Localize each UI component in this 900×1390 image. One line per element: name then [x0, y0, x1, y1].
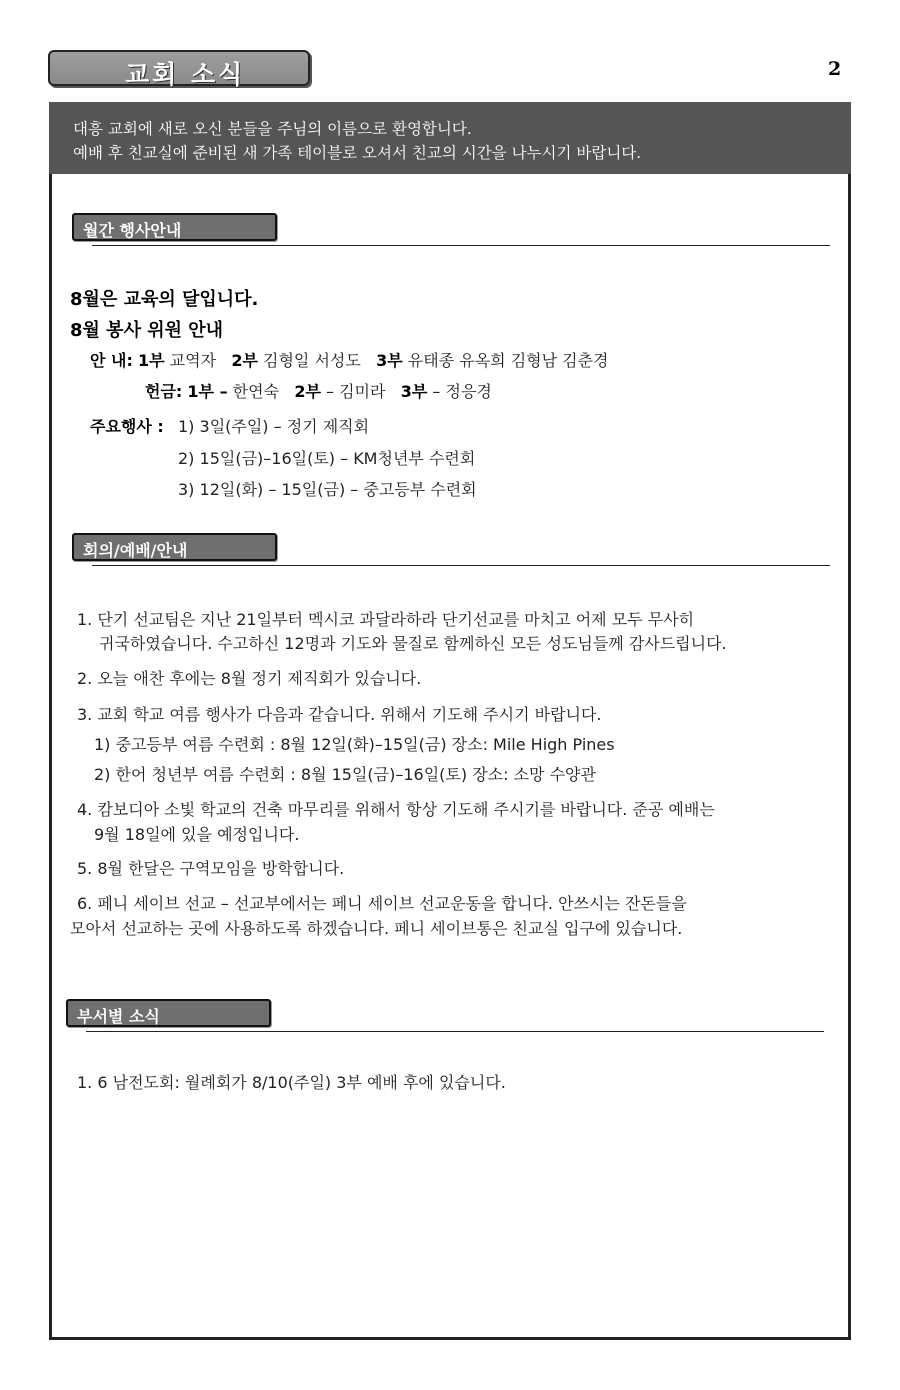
notice-line: 2) 한어 청년부 여름 수련회 : 8월 15일(금)–16일(토) 장소: 소망 수양관	[94, 765, 596, 784]
notice-line: 6. 페니 세이브 선교 – 선교부에서는 페니 세이브 선교운동을 합니다. 안쓰시는 잔돈들을	[77, 894, 687, 913]
servers-title: 8월 봉사 위원 안내	[70, 320, 224, 341]
meetings-tab	[72, 533, 277, 561]
offering-service-3-label: 3부	[400, 382, 428, 401]
offering-service-1: 한연숙	[232, 382, 280, 401]
monthly-events-tab-label: 월간 행사안내	[83, 221, 182, 240]
ushers-line	[90, 348, 609, 371]
department-news-tab-label: 부서별 소식	[77, 1007, 160, 1026]
monthly-events-tab	[72, 213, 277, 241]
events-label: 주요행사 :	[90, 417, 164, 436]
department-news-rule	[86, 1031, 824, 1032]
notice-line: 1. 단기 선교팀은 지난 21일부터 멕시코 과달라하라 단기선교를 마치고 어제 모두 무사히	[77, 610, 695, 629]
ushers-service-3: 유태종 유옥희 김형남 김춘경	[407, 351, 609, 370]
notice-line: 5. 8월 한달은 구역모임을 방학합니다.	[77, 859, 345, 878]
ushers-service-2: 김형일 서성도	[263, 351, 361, 370]
ushers-service-3-label: 3부	[376, 351, 403, 370]
meetings-tab-label: 회의/예배/안내	[83, 541, 188, 560]
offering-label: 헌금:	[145, 382, 183, 401]
notice-line: 4. 캄보디아 소빛 학교의 건축 마무리를 위해서 항상 기도해 주시기를 바랍니다. 준공 예배는	[77, 800, 715, 819]
department-news-line: 1. 6 남전도회: 월례회가 8/10(주일) 3부 예배 후에 있습니다.	[77, 1073, 506, 1092]
event-item: 3) 12일(화) – 15일(금) – 중고등부 수련회	[178, 480, 477, 499]
welcome-line-2: 예배 후 친교실에 준비된 새 가족 테이블로 오셔서 친교의 시간을 나누시기 바랍니다.	[73, 144, 642, 162]
ushers-service-2-label: 2부	[231, 351, 258, 370]
notice-line: 9월 18일에 있을 예정입니다.	[94, 825, 300, 844]
department-news-tab	[66, 999, 271, 1027]
notice-line: 모아서 선교하는 곳에 사용하도록 하겠습니다. 페니 세이브통은 친교실 입구에 있습니다.	[70, 919, 683, 938]
notice-line: 2. 오늘 애찬 후에는 8월 정기 제직회가 있습니다.	[77, 669, 422, 688]
notice-line: 1) 중고등부 여름 수련회 : 8월 12일(화)–15일(금) 장소: Mile High Pines	[94, 735, 615, 754]
section-title-box	[48, 50, 310, 89]
section-title: 교회 소식	[125, 60, 246, 89]
offering-line	[145, 379, 492, 402]
ushers-service-1: 교역자	[169, 351, 217, 370]
offering-service-2: – 김미라	[326, 382, 386, 401]
notice-line: 3. 교회 학교 여름 행사가 다음과 같습니다. 위해서 기도해 주시기 바랍니다.	[77, 705, 602, 724]
monthly-theme: 8월은 교육의 달입니다.	[70, 289, 259, 310]
event-item: 2) 15일(금)–16일(토) – KM청년부 수련회	[178, 449, 476, 468]
offering-service-2-label: 2부	[294, 382, 321, 401]
offering-service-1-label: 1부 –	[187, 382, 228, 401]
event-item: 1) 3일(주일) – 정기 제직회	[178, 417, 370, 436]
ushers-service-1-label: 1부	[137, 351, 165, 370]
monthly-events-rule	[92, 245, 830, 246]
welcome-banner	[49, 102, 851, 174]
welcome-line-1: 대흥 교회에 새로 오신 분들을 주님의 이름으로 환영합니다.	[73, 120, 472, 138]
offering-service-3: – 정응경	[432, 382, 492, 401]
ushers-label: 안 내:	[90, 351, 133, 370]
page-number: 2	[828, 58, 842, 80]
notice-line: 귀국하였습니다. 수고하신 12명과 기도와 물질로 함께하신 모든 성도님들께 감사드립니다.	[99, 634, 727, 653]
meetings-rule	[92, 565, 830, 566]
